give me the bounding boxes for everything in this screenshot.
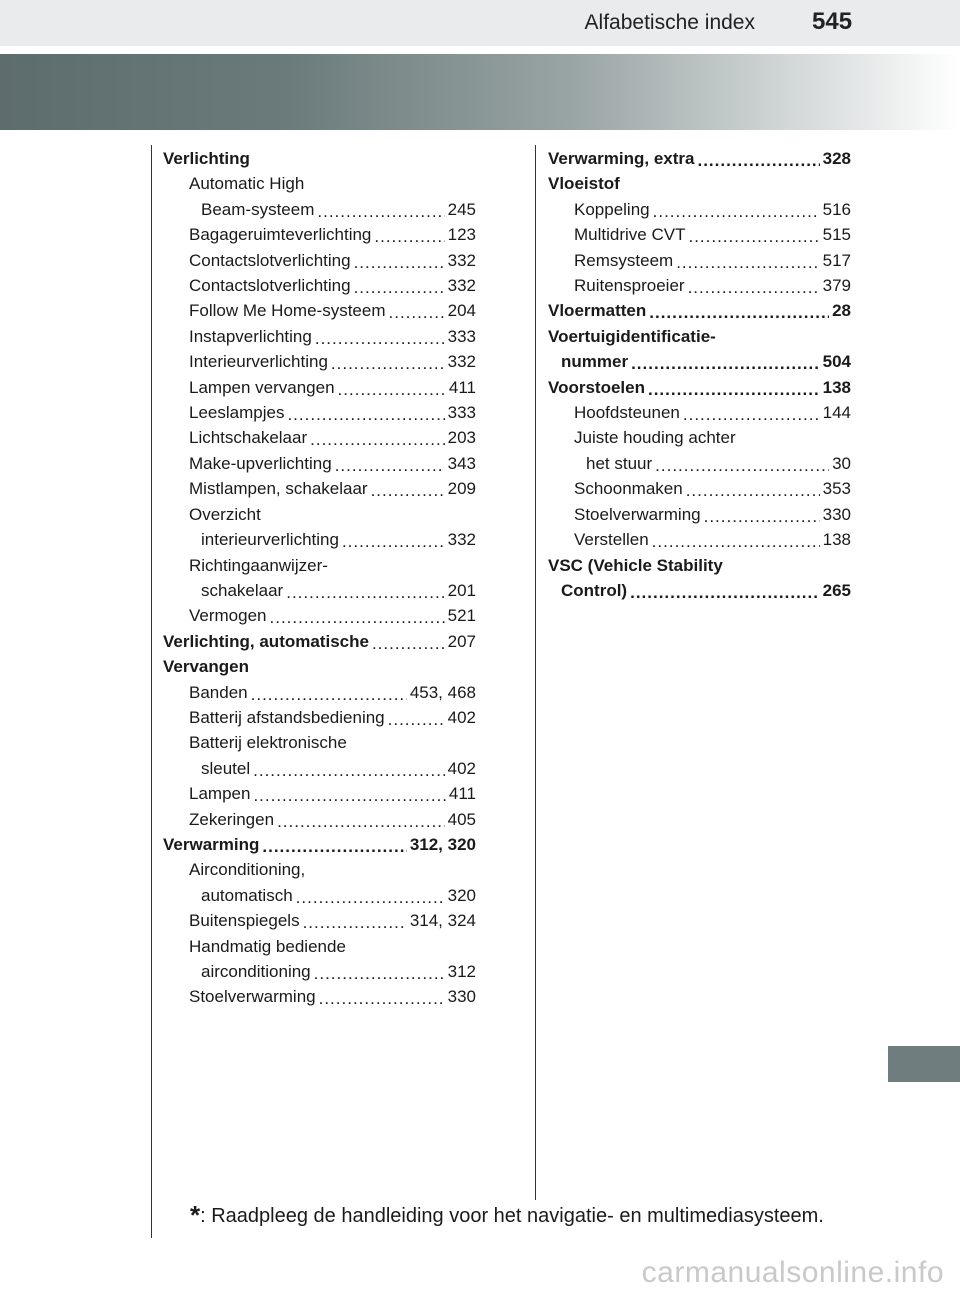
dot-leader xyxy=(372,634,445,654)
index-entry xyxy=(163,807,476,832)
index-entry xyxy=(163,324,476,349)
dot-leader xyxy=(389,304,445,324)
index-column-right xyxy=(548,146,851,603)
index-page-ref: 330 xyxy=(447,987,476,1007)
index-entry xyxy=(163,527,476,552)
index-entry xyxy=(163,959,476,984)
index-term: sleutel xyxy=(201,758,251,778)
dot-leader xyxy=(317,202,444,222)
index-term: Juiste houding achter xyxy=(574,428,736,448)
dot-leader xyxy=(652,533,820,553)
index-term: automatisch xyxy=(201,885,293,905)
index-entry xyxy=(163,248,476,273)
dot-leader xyxy=(262,837,406,857)
index-term: Voertuigidentificatie- xyxy=(548,326,716,346)
index-page-ref: 209 xyxy=(447,479,476,499)
index-page-ref: 411 xyxy=(448,377,476,397)
dot-leader xyxy=(251,685,407,705)
dot-leader xyxy=(310,431,445,451)
dot-leader xyxy=(277,812,445,832)
index-entry xyxy=(163,934,476,959)
dot-leader xyxy=(630,583,820,603)
index-entry xyxy=(548,527,851,552)
index-term: Schoonmaken xyxy=(574,479,683,499)
index-page-ref: 332 xyxy=(447,530,476,550)
index-page-ref: 515 xyxy=(822,225,851,245)
index-page-ref: 517 xyxy=(822,250,851,270)
column-divider-middle xyxy=(535,145,536,1200)
dot-leader xyxy=(331,355,445,375)
watermark: carmanualsonline.info xyxy=(641,1256,944,1289)
index-page-ref: 343 xyxy=(447,453,476,473)
index-term: Koppeling xyxy=(574,199,650,219)
index-term: Buitenspiegels xyxy=(189,911,300,931)
index-page-ref: 138 xyxy=(822,530,851,550)
index-page-ref: 204 xyxy=(447,301,476,321)
index-term: Verlichting xyxy=(163,149,250,168)
index-entry xyxy=(163,146,476,171)
index-entry xyxy=(163,400,476,425)
dot-leader xyxy=(648,380,820,400)
index-term: Zekeringen xyxy=(189,809,275,829)
index-entry xyxy=(548,349,851,374)
index-entry xyxy=(163,476,476,501)
index-page-ref: 314, 324 xyxy=(409,911,476,931)
index-entry xyxy=(163,680,476,705)
index-term: VSC (Vehicle Stability xyxy=(548,555,723,575)
index-page-ref: 320 xyxy=(447,885,476,905)
dot-leader xyxy=(253,761,444,781)
index-entry xyxy=(548,578,851,603)
index-page-ref: 411 xyxy=(448,784,476,804)
index-page-ref: 332 xyxy=(447,250,476,270)
dot-leader xyxy=(296,888,445,908)
dot-leader xyxy=(342,533,445,553)
footnote-marker: * xyxy=(190,1200,201,1230)
index-term: Hoofdsteunen xyxy=(574,403,680,423)
dot-leader xyxy=(287,405,444,425)
index-term: Vloermatten xyxy=(548,301,647,321)
header-bar xyxy=(0,0,960,46)
index-term: Handmatig bediende xyxy=(189,936,346,956)
index-page-ref: 353 xyxy=(822,479,851,499)
index-term: Lampen xyxy=(189,784,251,804)
index-term: Lampen vervangen xyxy=(189,377,335,397)
index-term: Follow Me Home-systeem xyxy=(189,301,386,321)
index-entry xyxy=(163,171,476,196)
index-entry xyxy=(163,451,476,476)
index-entry xyxy=(548,476,851,501)
index-entry xyxy=(548,400,851,425)
index-term: Overzicht xyxy=(189,504,261,524)
dot-leader xyxy=(697,151,819,171)
dot-leader xyxy=(270,609,445,629)
index-entry xyxy=(163,603,476,628)
index-entry xyxy=(548,375,851,400)
index-term: Vervangen xyxy=(163,657,249,677)
index-term: Control) xyxy=(561,580,628,600)
index-term: Richtingaanwijzer- xyxy=(189,555,328,575)
index-term: Vermogen xyxy=(189,606,267,626)
index-column-left xyxy=(163,146,476,1010)
index-entry xyxy=(548,171,851,196)
dot-leader xyxy=(374,228,444,248)
index-entry xyxy=(163,349,476,374)
index-entry xyxy=(163,553,476,578)
index-entry xyxy=(548,248,851,273)
index-entry xyxy=(548,451,851,476)
index-entry xyxy=(163,984,476,1009)
index-term: Beam-systeem xyxy=(201,199,315,219)
index-entry xyxy=(163,375,476,400)
index-page-ref: 516 xyxy=(822,199,851,219)
index-page-ref: 312, 320 xyxy=(409,834,476,854)
index-entry xyxy=(163,781,476,806)
index-page-ref: 453, 468 xyxy=(409,682,476,702)
dot-leader xyxy=(315,329,445,349)
index-entry xyxy=(163,857,476,882)
index-term: Airconditioning, xyxy=(189,860,306,880)
index-term: Banden xyxy=(189,682,248,702)
index-term: nummer xyxy=(561,352,629,372)
index-entry xyxy=(548,146,851,171)
index-page-ref: 245 xyxy=(447,199,476,219)
dot-leader xyxy=(354,278,445,298)
dot-leader xyxy=(653,202,820,222)
dot-leader xyxy=(303,914,407,934)
dot-leader xyxy=(655,456,829,476)
dot-leader xyxy=(686,482,820,502)
index-entry xyxy=(163,273,476,298)
index-page-ref: 504 xyxy=(822,352,851,372)
index-page-ref: 402 xyxy=(447,758,476,778)
index-term: het stuur xyxy=(586,453,653,473)
index-term: Automatic High xyxy=(189,174,305,194)
dot-leader xyxy=(388,710,445,730)
index-page-ref: 123 xyxy=(447,225,476,245)
column-divider-left xyxy=(151,145,152,1238)
index-term: Verstellen xyxy=(574,530,649,550)
index-term: Batterij elektronische xyxy=(189,733,347,753)
index-term: Batterij afstandsbediening xyxy=(189,707,385,727)
index-entry xyxy=(548,197,851,222)
index-page-ref: 332 xyxy=(447,276,476,296)
dot-leader xyxy=(314,964,445,984)
dot-leader xyxy=(631,355,820,375)
footnote xyxy=(190,1200,824,1231)
index-entry xyxy=(163,832,476,857)
index-entry xyxy=(163,883,476,908)
dot-leader xyxy=(688,228,819,248)
dot-leader xyxy=(354,253,445,273)
index-entry xyxy=(163,197,476,222)
footnote-text: : Raadpleeg de handleiding voor het navigatie- en multimediasysteem. xyxy=(200,1205,824,1227)
dot-leader xyxy=(688,278,820,298)
index-page-ref: 405 xyxy=(447,809,476,829)
index-term: Lichtschakelaar xyxy=(189,428,308,448)
index-entry xyxy=(163,578,476,603)
index-entry xyxy=(548,222,851,247)
dot-leader xyxy=(676,253,819,273)
index-page-ref: 402 xyxy=(447,707,476,727)
index-page-ref: 379 xyxy=(822,276,851,296)
index-term: airconditioning xyxy=(201,962,311,981)
dot-leader xyxy=(338,380,446,400)
index-term: Stoelverwarming xyxy=(574,504,701,524)
dot-leader xyxy=(319,990,445,1010)
section-thumb-tab xyxy=(888,1046,960,1082)
index-entry xyxy=(163,298,476,323)
index-page-ref: 207 xyxy=(447,631,476,651)
index-entry xyxy=(548,502,851,527)
index-term: Contactslotverlichting xyxy=(189,276,351,296)
index-entry xyxy=(163,756,476,781)
header-gradient-band xyxy=(0,54,960,130)
dot-leader xyxy=(371,482,445,502)
index-page-ref: 312 xyxy=(447,962,476,981)
page-number: 545 xyxy=(812,8,853,35)
index-term: Instapverlichting xyxy=(189,326,312,346)
index-page-ref: 332 xyxy=(447,352,476,372)
index-entry xyxy=(163,629,476,654)
index-term: Verlichting, automatische xyxy=(163,631,369,651)
index-entry xyxy=(163,654,476,679)
index-page-ref: 328 xyxy=(822,149,851,168)
index-entry xyxy=(548,273,851,298)
index-page-ref: 521 xyxy=(447,606,476,626)
dot-leader xyxy=(286,583,444,603)
dot-leader xyxy=(683,405,820,425)
index-term: Leeslampjes xyxy=(189,403,285,423)
index-term: Mistlampen, schakelaar xyxy=(189,479,368,499)
index-term: Voorstoelen xyxy=(548,377,645,397)
index-term: Remsysteem xyxy=(574,250,674,270)
index-entry xyxy=(548,425,851,450)
dot-leader xyxy=(253,787,445,807)
dot-leader xyxy=(704,507,820,527)
index-page-ref: 333 xyxy=(447,326,476,346)
index-page-ref: 30 xyxy=(832,453,851,473)
index-term: Contactslotverlichting xyxy=(189,250,351,270)
index-term: interieurverlichting xyxy=(201,530,339,550)
index-entry xyxy=(163,425,476,450)
index-page-ref: 203 xyxy=(447,428,476,448)
index-term: Verwarming xyxy=(163,834,260,854)
index-term: Vloeistof xyxy=(548,174,620,194)
index-term: Bagageruimteverlichting xyxy=(189,225,372,245)
index-entry xyxy=(163,908,476,933)
index-term: Interieurverlichting xyxy=(189,352,328,372)
index-entry xyxy=(548,553,851,578)
index-entry xyxy=(548,298,851,323)
index-page-ref: 144 xyxy=(822,403,851,423)
index-page-ref: 330 xyxy=(822,504,851,524)
index-entry xyxy=(548,324,851,349)
section-title: Alfabetische index xyxy=(584,11,755,34)
index-page-ref: 333 xyxy=(447,403,476,423)
index-page-ref: 28 xyxy=(832,301,851,321)
dot-leader xyxy=(335,456,445,476)
index-entry xyxy=(163,502,476,527)
index-page-ref: 265 xyxy=(822,580,851,600)
index-page-ref: 138 xyxy=(822,377,851,397)
index-term: Stoelverwarming xyxy=(189,987,316,1007)
index-term: Multidrive CVT xyxy=(574,225,686,245)
index-entry xyxy=(163,730,476,755)
index-term: schakelaar xyxy=(201,580,284,600)
index-term: Make-upverlichting xyxy=(189,453,332,473)
index-term: Verwarming, extra xyxy=(548,149,695,168)
index-term: Ruitensproeier xyxy=(574,276,685,296)
index-entry xyxy=(163,705,476,730)
index-entry xyxy=(163,222,476,247)
dot-leader xyxy=(649,304,829,324)
index-page-ref: 201 xyxy=(447,580,476,600)
